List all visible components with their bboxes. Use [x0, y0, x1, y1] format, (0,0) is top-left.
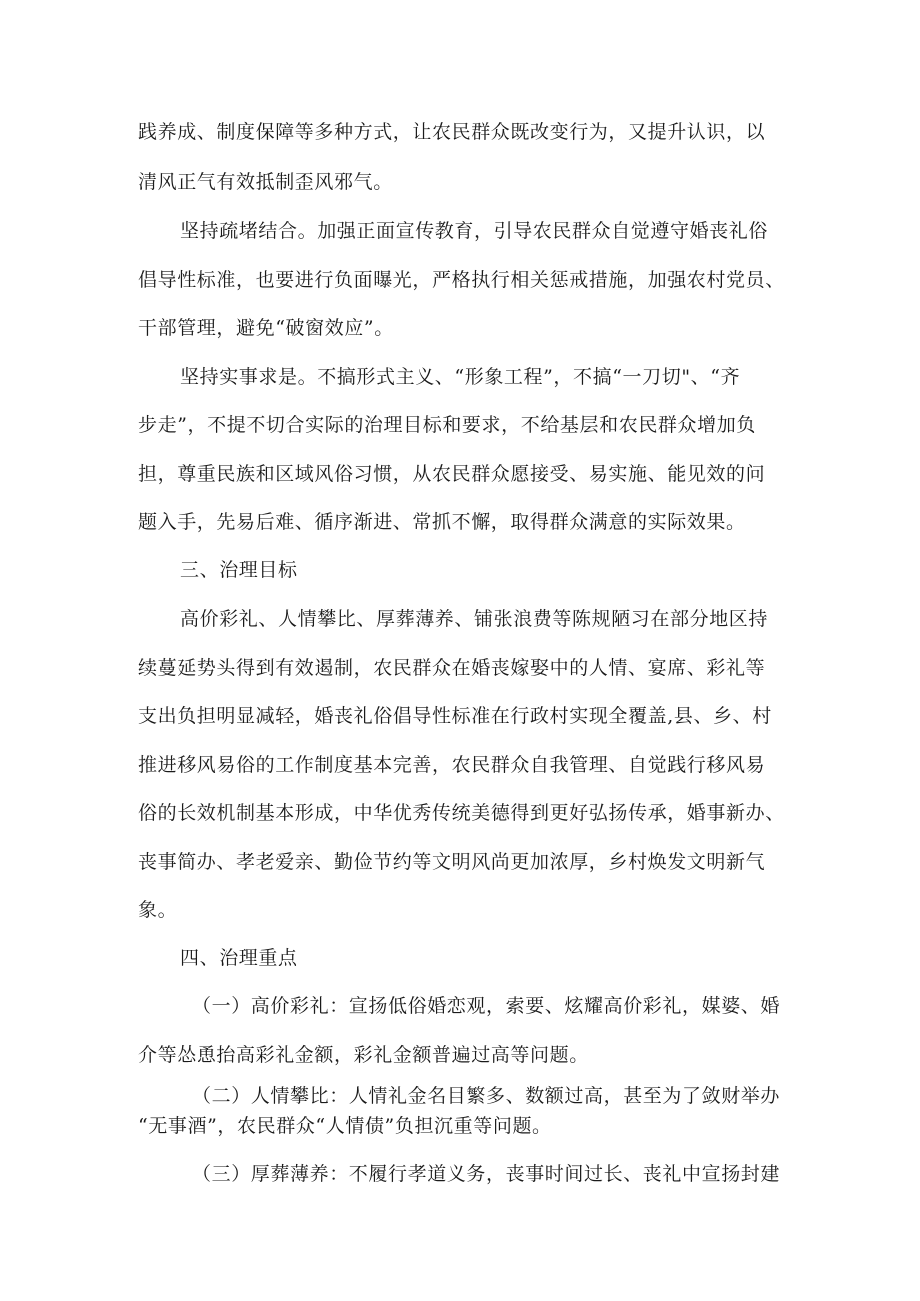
text-line: 续蔓延势头得到有效遏制，农民群众在婚丧嫁娶中的人情、宴席、彩礼等	[138, 657, 766, 679]
text-line: 象。	[138, 899, 178, 921]
text-line: 步走”，不提不切合实际的治理目标和要求，不给基层和农民群众增加负	[138, 414, 756, 436]
text-line: 干部管理，避免“破窗效应”。	[138, 317, 394, 339]
text-line: 题入手，先易后难、循序渐进、常抓不懈，取得群众满意的实际效果。	[138, 511, 746, 533]
section-heading: 四、治理重点	[180, 947, 298, 969]
text-line: “无事酒”，农民群众“人情债”负担沉重等问题。	[138, 1115, 552, 1137]
list-item-line: （三）厚葬薄养：不履行孝道义务，丧事时间过长、丧礼中宣扬封建	[192, 1163, 781, 1185]
list-item-line: （二）人情攀比：人情礼金名目繁多、数额过高，甚至为了敛财举办	[192, 1085, 781, 1107]
section-heading: 三、治理目标	[180, 559, 298, 581]
text-line: 丧事简办、孝老爱亲、勤俭节约等文明风尚更加浓厚，乡村焕发文明新气	[138, 851, 766, 873]
text-line: 介等怂恿抬高彩礼金额，彩礼金额普遍过高等问题。	[138, 1044, 589, 1066]
text-line: 担，尊重民族和区域风俗习惯，从农民群众愿接受、易实施、能见效的问	[138, 463, 766, 485]
text-line: 俗的长效机制基本形成，中华优秀传统美德得到更好弘扬传承，婚事新办、	[138, 802, 785, 824]
list-item-line: （一）高价彩礼：宣扬低俗婚恋观，索要、炫耀高价彩礼，媒婆、婚	[192, 995, 781, 1017]
text-line: 推进移风易俗的工作制度基本完善，农民群众自我管理、自觉践行移风易	[138, 754, 766, 776]
paragraph-heading-line: 坚持实事求是。不搞形式主义、“形象工程”，不搞“一刀切"、“齐	[180, 366, 741, 388]
paragraph-heading-line: 坚持疏堵结合。加强正面宣传教育，引导农民群众自觉遵守婚丧礼俗	[180, 220, 769, 242]
text-line: 支出负担明显减轻，婚丧礼俗倡导性标准在行政村实现全覆盖,县、乡、村	[138, 705, 772, 727]
text-line: 践养成、制度保障等多种方式，让农民群众既改变行为，又提升认识，以	[138, 121, 766, 143]
text-line: 清风正气有效抵制歪风邪气。	[138, 171, 393, 193]
text-line: 倡导性标准，也要进行负面曝光，严格执行相关惩戒措施，加强农村党员、	[138, 269, 785, 291]
text-line: 高价彩礼、人情攀比、厚葬薄养、铺张浪费等陈规陋习在部分地区持	[180, 608, 769, 630]
